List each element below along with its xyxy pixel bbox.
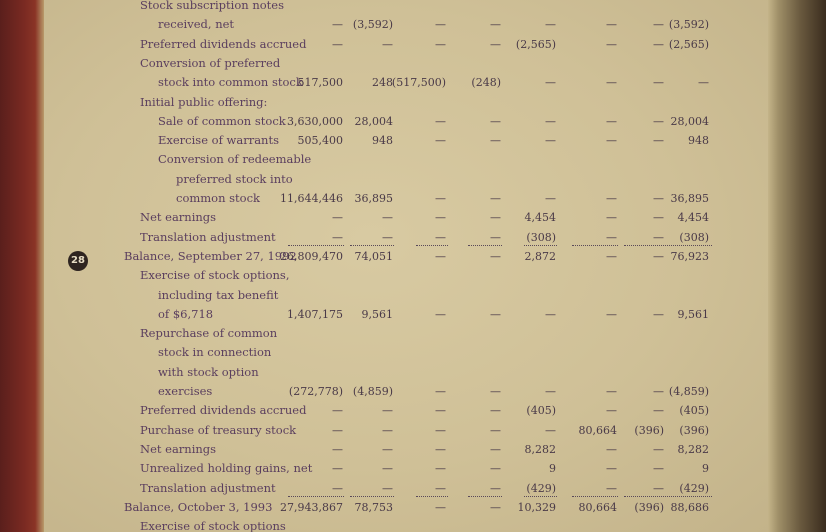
total-rule xyxy=(416,496,448,497)
row-cell: — xyxy=(382,481,393,495)
row-label: received, net xyxy=(158,17,235,32)
row-cell: — xyxy=(332,211,343,225)
table-row xyxy=(44,440,768,459)
row-cell: — xyxy=(490,500,501,514)
row-cell: — xyxy=(382,462,393,476)
row-label: Preferred dividends accrued xyxy=(140,36,307,51)
row-cell: (517,500) xyxy=(391,76,446,90)
row-cell: — xyxy=(435,249,446,263)
row-cell: 4,454 xyxy=(677,211,709,225)
table-row xyxy=(44,228,768,247)
row-cell: — xyxy=(435,211,446,225)
row-label: Exercise of warrants xyxy=(158,133,279,148)
row-cell: — xyxy=(490,462,501,476)
row-cell: (308) xyxy=(526,230,556,244)
row-label: common stock xyxy=(176,191,261,205)
row-cell: — xyxy=(545,307,556,321)
row-cell: — xyxy=(332,230,343,244)
row-cell: — xyxy=(490,230,501,244)
row-cell: — xyxy=(606,18,617,32)
row-cell: — xyxy=(332,423,343,437)
row-cell: — xyxy=(490,404,501,418)
row-cell: — xyxy=(653,192,664,205)
row-cell: 948 xyxy=(688,134,709,148)
row-cell: 1,407,175 xyxy=(287,307,343,321)
row-cell: — xyxy=(382,37,393,51)
row-cell: — xyxy=(545,385,556,398)
row-cell: — xyxy=(606,37,617,51)
row-cell: 28,004 xyxy=(670,114,709,128)
row-cell: — xyxy=(490,423,501,437)
row-label: Balance, October 3, 1993 xyxy=(124,499,273,514)
row-cell: 74,051 xyxy=(354,249,393,263)
row-cell: — xyxy=(653,385,664,398)
row-cell: — xyxy=(606,404,617,418)
row-label: stock into common stock xyxy=(158,75,303,90)
row-label: of $6,718 xyxy=(158,306,214,321)
table-row xyxy=(44,421,768,440)
row-cell: (405) xyxy=(526,404,556,418)
row-cell: (2,565) xyxy=(515,37,556,51)
row-cell: — xyxy=(435,404,446,418)
table-row xyxy=(44,0,768,15)
row-label: Purchase of treasury stock xyxy=(140,422,297,437)
table-row xyxy=(44,266,768,285)
row-cell: (4,859) xyxy=(352,385,393,398)
table-row xyxy=(44,35,768,54)
row-label: Exercise of stock options, xyxy=(140,268,290,283)
row-cell: — xyxy=(653,37,664,51)
row-cell: 88,686 xyxy=(670,500,709,514)
table-row xyxy=(44,343,768,362)
row-cell: — xyxy=(435,385,446,398)
total-rule xyxy=(288,496,344,497)
table-row xyxy=(44,305,768,324)
row-cell: — xyxy=(435,500,446,514)
row-cell: — xyxy=(653,18,664,32)
total-rule xyxy=(350,245,394,246)
row-cell: 80,664 xyxy=(578,500,617,514)
row-cell: — xyxy=(606,192,617,205)
row-cell: — xyxy=(435,114,446,128)
row-cell: — xyxy=(606,211,617,225)
row-label: Initial public offering: xyxy=(140,94,268,109)
table-row xyxy=(44,189,768,208)
row-label: Unrealized holding gains, net xyxy=(140,461,313,476)
table-row xyxy=(44,112,768,131)
row-cell: (396) xyxy=(634,500,664,514)
row-label: Conversion of preferred xyxy=(140,55,281,70)
row-cell: — xyxy=(653,134,664,148)
row-label: Exercise of stock options xyxy=(140,519,286,532)
row-cell: 3,630,000 xyxy=(287,114,343,128)
row-label: Translation adjustment xyxy=(140,480,276,495)
row-cell: — xyxy=(653,307,664,321)
row-cell: — xyxy=(435,307,446,321)
row-cell: 36,895 xyxy=(670,192,709,205)
row-cell: — xyxy=(382,211,393,225)
table-row xyxy=(44,93,768,112)
row-label: Net earnings xyxy=(140,210,217,225)
row-cell: — xyxy=(332,442,343,456)
total-rule xyxy=(468,496,502,497)
row-cell: (2,565) xyxy=(668,37,709,51)
total-rule xyxy=(524,245,557,246)
row-cell: 26,809,470 xyxy=(280,249,343,263)
row-cell: — xyxy=(490,481,501,495)
row-cell: — xyxy=(606,481,617,495)
row-cell: 4,454 xyxy=(524,211,556,225)
row-cell: (396) xyxy=(634,423,664,437)
row-cell: — xyxy=(332,481,343,495)
table-row xyxy=(44,73,768,92)
table-row xyxy=(44,286,768,305)
row-cell: — xyxy=(653,481,664,495)
table-row xyxy=(44,382,768,401)
table-row xyxy=(44,54,768,73)
row-cell: — xyxy=(606,249,617,263)
row-cell: — xyxy=(382,230,393,244)
row-cell: (308) xyxy=(679,230,709,244)
total-rule xyxy=(572,245,618,246)
row-cell: — xyxy=(490,134,501,148)
row-cell: 78,753 xyxy=(354,500,393,514)
row-label: stock in connection xyxy=(158,345,272,360)
book-spine-left xyxy=(0,0,44,532)
row-cell: 76,923 xyxy=(670,249,709,263)
row-cell: — xyxy=(435,18,446,32)
row-cell: — xyxy=(606,385,617,398)
total-rule xyxy=(624,496,712,497)
row-cell: 9 xyxy=(702,462,709,476)
row-cell: — xyxy=(606,307,617,321)
row-cell: — xyxy=(653,249,664,263)
row-cell: — xyxy=(332,37,343,51)
row-cell: — xyxy=(332,18,343,32)
row-cell: — xyxy=(545,134,556,148)
row-cell: — xyxy=(545,192,556,205)
total-rule xyxy=(350,496,394,497)
row-cell: — xyxy=(653,442,664,456)
row-cell: — xyxy=(606,462,617,476)
row-cell: — xyxy=(435,481,446,495)
row-cell: — xyxy=(435,462,446,476)
row-cell: — xyxy=(382,442,393,456)
row-cell: (272,778) xyxy=(288,385,343,398)
table-row xyxy=(44,459,768,478)
table-row xyxy=(44,150,768,169)
row-cell: 2,872 xyxy=(524,249,556,263)
total-rule xyxy=(468,245,502,246)
row-cell: (3,592) xyxy=(668,18,709,32)
table-row xyxy=(44,208,768,227)
row-cell: 248 xyxy=(372,76,393,90)
row-cell: — xyxy=(435,134,446,148)
row-cell: 80,664 xyxy=(578,423,617,437)
row-cell: (4,859) xyxy=(668,385,709,398)
row-cell: 9 xyxy=(549,462,556,476)
row-cell: — xyxy=(490,211,501,225)
row-cell: — xyxy=(435,423,446,437)
row-cell: — xyxy=(606,230,617,244)
row-cell: — xyxy=(698,76,709,90)
row-cell: — xyxy=(490,37,501,51)
row-label: exercises xyxy=(158,384,213,398)
table-row xyxy=(44,498,768,517)
row-cell: (396) xyxy=(679,423,709,437)
table-row xyxy=(44,363,768,382)
row-cell: 36,895 xyxy=(354,192,393,205)
row-label: Sale of common stock xyxy=(158,113,286,128)
table-row xyxy=(44,15,768,34)
row-cell: — xyxy=(606,134,617,148)
row-cell: — xyxy=(490,307,501,321)
table-row xyxy=(44,131,768,150)
total-rule xyxy=(288,245,344,246)
row-cell: — xyxy=(653,462,664,476)
row-cell: — xyxy=(606,114,617,128)
row-cell: — xyxy=(653,114,664,128)
table-row xyxy=(44,324,768,343)
table-row xyxy=(44,170,768,189)
row-cell: — xyxy=(653,211,664,225)
table-row xyxy=(44,401,768,420)
row-cell: — xyxy=(435,230,446,244)
book-spine-right xyxy=(768,0,826,532)
statement-page xyxy=(44,0,768,532)
row-cell: (3,592) xyxy=(352,18,393,32)
row-label: Net earnings xyxy=(140,441,217,456)
row-label: Repurchase of common xyxy=(140,326,278,341)
row-cell: 9,561 xyxy=(677,307,709,321)
row-cell: — xyxy=(653,404,664,418)
row-cell: — xyxy=(490,192,501,205)
row-label: Translation adjustment xyxy=(140,229,276,244)
row-label: Balance, September 27, 1992 xyxy=(124,248,297,263)
row-cell: — xyxy=(382,423,393,437)
row-cell: — xyxy=(490,442,501,456)
row-cell: (248) xyxy=(471,76,501,90)
row-cell: 11,644,446 xyxy=(280,192,343,205)
row-cell: — xyxy=(545,423,556,437)
row-cell: 27,943,867 xyxy=(280,500,343,514)
row-cell: — xyxy=(490,114,501,128)
row-cell: — xyxy=(435,37,446,51)
total-rule xyxy=(572,496,618,497)
row-cell: (405) xyxy=(679,404,709,418)
row-cell: — xyxy=(435,192,446,205)
row-cell: — xyxy=(606,76,617,90)
row-label: Preferred dividends accrued xyxy=(140,403,307,418)
row-cell: 505,400 xyxy=(297,134,343,148)
row-cell: — xyxy=(545,76,556,90)
row-cell: — xyxy=(435,442,446,456)
row-cell: 10,329 xyxy=(517,500,556,514)
row-label: with stock option xyxy=(158,364,259,379)
table-row xyxy=(44,247,768,266)
row-cell: (429) xyxy=(526,481,556,495)
row-cell: — xyxy=(653,76,664,90)
row-cell: 28,004 xyxy=(354,114,393,128)
row-cell: — xyxy=(332,404,343,418)
row-cell: 9,561 xyxy=(361,307,393,321)
row-cell: 948 xyxy=(372,134,393,148)
row-label: preferred stock into xyxy=(176,171,293,186)
row-cell: 8,282 xyxy=(677,442,709,456)
page-number-badge: 28 xyxy=(68,251,88,271)
table-row xyxy=(44,479,768,498)
row-cell: — xyxy=(545,18,556,32)
row-cell: — xyxy=(490,385,501,398)
total-rule xyxy=(416,245,448,246)
row-cell: — xyxy=(653,230,664,244)
row-cell: — xyxy=(490,18,501,32)
table-row xyxy=(44,517,768,532)
row-cell: — xyxy=(606,442,617,456)
row-cell: 517,500 xyxy=(297,76,343,90)
total-rule xyxy=(624,245,712,246)
row-cell: 8,282 xyxy=(524,442,556,456)
row-cell: — xyxy=(545,114,556,128)
row-cell: — xyxy=(382,404,393,418)
row-cell: (429) xyxy=(679,481,709,495)
total-rule xyxy=(524,496,557,497)
row-label: Conversion of redeemable xyxy=(158,152,312,167)
row-label: Stock subscription notes xyxy=(140,0,284,12)
row-label: including tax benefit xyxy=(158,287,279,302)
row-cell: — xyxy=(490,249,501,263)
row-cell: — xyxy=(332,462,343,476)
